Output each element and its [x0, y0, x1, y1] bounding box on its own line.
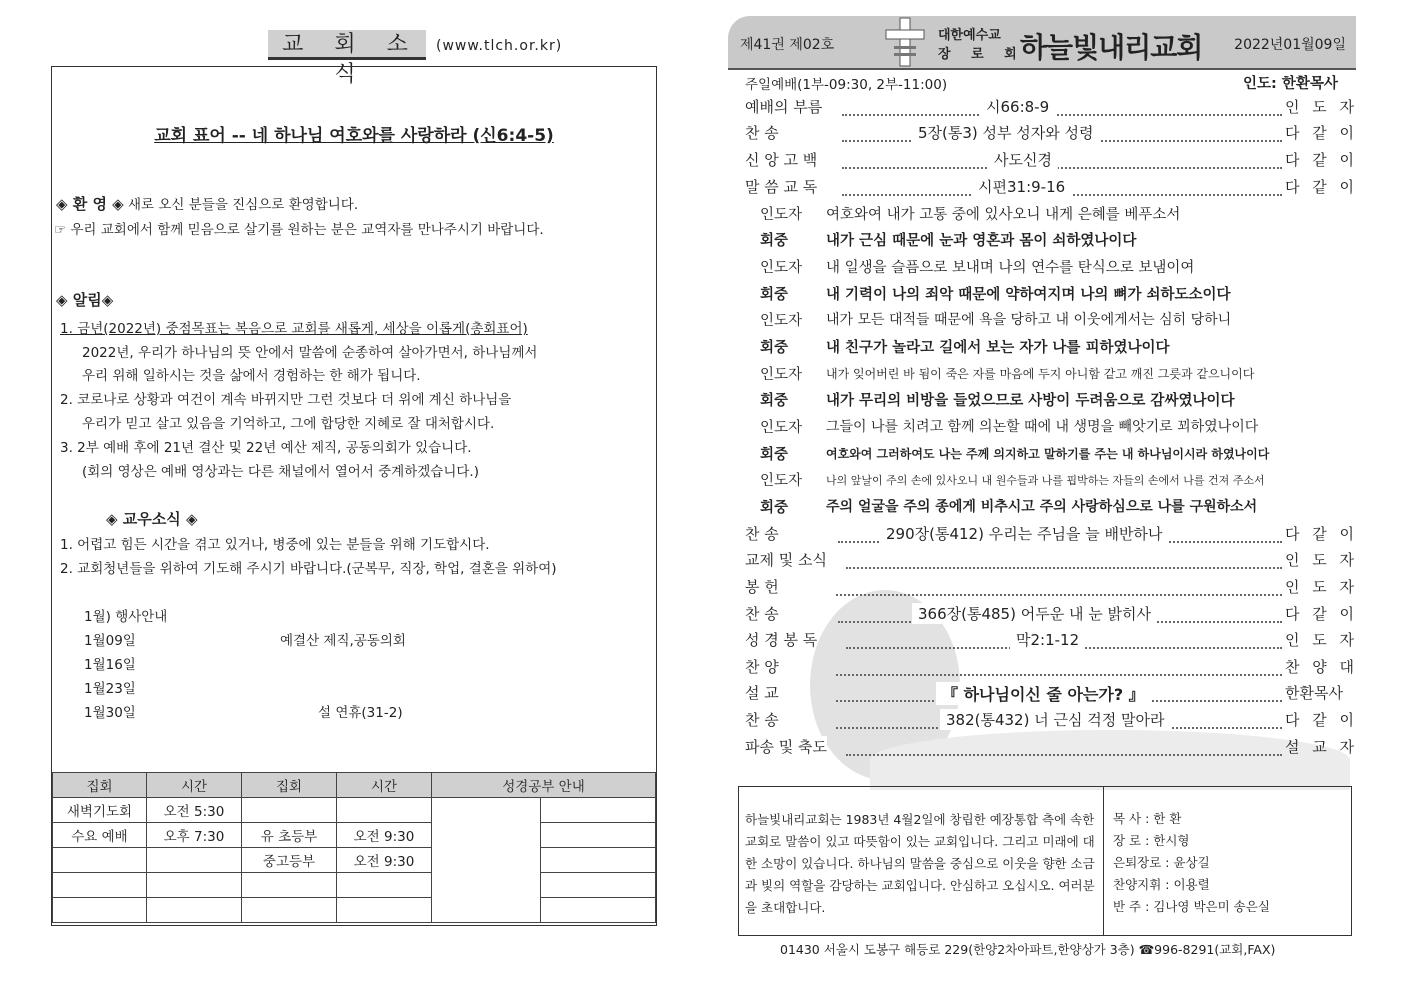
order-item-detail: 막2:1-12 — [1010, 629, 1085, 650]
sermon-title: 『 하나님이신 줄 아는가? 』 — [936, 682, 1151, 705]
order-item-role: 인 도 자 — [1285, 631, 1359, 649]
reading-speaker: 인도자 — [760, 313, 803, 329]
table-cell — [337, 873, 432, 898]
table-cell: 중고등부 — [242, 848, 337, 873]
staff-line: 찬양지휘 : 이용렬 — [1113, 877, 1210, 892]
table-header-row — [53, 773, 656, 798]
welcome-note: ☞ 우리 교회에서 함께 믿음으로 살기를 원하는 분은 교역자를 만나주시기 바랍니다. — [54, 222, 544, 238]
order-item-role: 다 같 이 — [1285, 178, 1359, 196]
notice-line: 우리가 믿고 살고 있음을 기억하고, 그에 합당한 지혜로 잘 대처합시다. — [82, 416, 495, 432]
reading-text: 여호와여 내가 고통 중에 있사오니 내게 은혜를 베푸소서 — [826, 207, 1181, 223]
left-title: 교 회 소 식 — [268, 30, 426, 60]
service-leader: 인도: 한환목사 — [1243, 76, 1338, 92]
table-cell — [541, 848, 656, 873]
reading-text: 여호와여 그러하여도 나는 주께 의지하고 말하기를 주는 내 하나님이시라 하였나이다 — [826, 447, 1270, 461]
reading-speaker: 인도자 — [760, 473, 803, 489]
order-item-role: 인 도 자 — [1285, 578, 1359, 596]
order-item-label: 찬 송 — [745, 124, 779, 142]
order-item-label: 신 앙 고 백 — [745, 151, 818, 169]
reading-text: 나의 앞날이 주의 손에 있사오니 내 원수들과 나를 핍박하는 자들의 손에서 나를 건져 주소서 — [826, 474, 1265, 487]
order-item-detail: 382(통432) 너 근심 걱정 말아라 — [940, 709, 1170, 730]
reading-speaker: 인도자 — [760, 367, 803, 383]
table-cell — [541, 798, 656, 823]
order-item-role: 인 도 자 — [1285, 551, 1359, 569]
table-cell: 오후 7:30 — [147, 823, 242, 848]
order-item-detail: 366장(통485) 어두운 내 눈 밝히사 — [912, 603, 1157, 624]
reading-speaker: 회중 — [760, 340, 789, 356]
reading-text: 내가 모든 대적들 때문에 욕을 당하고 내 이웃에게서는 심히 당하니 — [826, 312, 1232, 328]
denomination-line2: 장 로 회 — [938, 47, 1025, 62]
order-item-label: 파송 및 축도 — [745, 738, 827, 756]
church-intro: 하늘빛내리교회는 1983년 4월2일에 창립한 예장통합 측에 속한 교회로 말씀이 있고 따뜻함이 있는 교회입니다. 그리고 미래에 대한 소망이 있습니다. 하나님의 말씀을 중심으로 이웃을 향한 소금과 빛의 역할을 감당하는 교회입니다. 안심하고 오십시오. 여러분을 초대합니다. — [745, 812, 1095, 915]
reading-speaker: 인도자 — [760, 207, 803, 223]
reading-text: 내가 잊어버린 바 됨이 죽은 자를 마음에 두지 아니함 같고 깨진 그릇과 같으니이다 — [826, 367, 1255, 381]
table-cell — [337, 898, 432, 923]
staff-line: 장 로 : 한시형 — [1113, 833, 1190, 848]
table-cell: 수요 예배 — [53, 823, 147, 848]
col-header: 성경공부 안내 — [432, 773, 656, 798]
col-header: 집회 — [53, 773, 147, 798]
table-cell: 오전 9:30 — [337, 823, 432, 848]
address-footer: 01430 서울시 도봉구 해등로 229(한양2차아파트,한양상가 3층) ☎996-8291(교회,FAX) — [780, 942, 1276, 957]
order-item-label: 찬 송 — [745, 711, 779, 729]
table-row — [53, 898, 656, 923]
table-cell — [53, 873, 147, 898]
reading-text: 내 일생을 슬픔으로 보내며 나의 연수를 탄식으로 보냄이여 — [826, 260, 1195, 276]
divider — [1103, 787, 1104, 935]
order-item-detail: 5장(통3) 성부 성자와 성령 — [912, 122, 1100, 143]
church-name: 하늘빛내리교회 — [1020, 31, 1203, 64]
welcome-text: 새로 오신 분들을 진심으로 환영합니다. — [128, 197, 359, 213]
order-item-detail: 사도신경 — [988, 149, 1058, 170]
notice-line: 우리 위해 일하시는 것을 삶에서 경험하는 한 해가 됩니다. — [82, 368, 421, 384]
order-item-detail: 290장(통412) 우리는 주님을 늘 배반하나 — [880, 523, 1168, 544]
prayer-line: 2. 교회청년들을 위하여 기도해 주시기 바랍니다.(군복무, 직장, 학업, 결혼을 위하여) — [60, 561, 557, 577]
order-item-label: 성 경 봉 독 — [745, 631, 818, 649]
notice-line: 1. 금년(2022년) 중점목표는 복음으로 교회를 새롭게, 세상을 이롭게(총회표어) — [60, 321, 528, 337]
order-item-label: 찬 송 — [745, 605, 779, 623]
table-row — [53, 798, 656, 823]
table-row — [53, 873, 656, 898]
order-item-label: 예배의 부름 — [745, 98, 823, 116]
table-cell — [147, 848, 242, 873]
news-box — [51, 66, 657, 926]
table-row — [53, 848, 656, 873]
staff-line: 목 사 : 한 환 — [1113, 811, 1182, 826]
table-cell: 오전 9:30 — [337, 848, 432, 873]
event-date: 1월30일 — [84, 705, 136, 721]
reading-text: 내 기력이 나의 죄악 때문에 약하여지며 나의 뼈가 쇠하도소이다 — [826, 287, 1231, 303]
reading-speaker: 회중 — [760, 500, 789, 516]
reading-text: 내 친구가 놀라고 길에서 보는 자가 나를 피하였나이다 — [826, 340, 1170, 356]
reading-text: 내가 근심 때문에 눈과 영혼과 몸이 쇠하였나이다 — [826, 233, 1137, 249]
welcome-heading: ◈ 환 영 ◈ — [56, 195, 124, 213]
notices-heading: ◈ 알림◈ — [56, 291, 114, 309]
table-row — [53, 823, 656, 848]
order-item-role: 다 같 이 — [1285, 605, 1359, 623]
event-date: 1월23일 — [84, 681, 136, 697]
table-cell — [541, 823, 656, 848]
order-item-detail: 시편31:9-16 — [972, 176, 1071, 197]
order-item-role: 인 도 자 — [1285, 98, 1359, 116]
church-motto: 교회 표어 -- 네 하나님 여호와를 사랑하라 (신6:4-5) — [154, 126, 554, 146]
reading-text: 주의 얼굴을 주의 종에게 비추시고 주의 사랑하심으로 나를 구원하소서 — [826, 499, 1258, 515]
leader-dots — [846, 567, 1282, 569]
staff-line: 반 주 : 김나영 박은미 송은실 — [1113, 899, 1270, 914]
table-cell — [242, 873, 337, 898]
staff-line: 은퇴장로 : 윤상길 — [1113, 855, 1210, 870]
table-cell — [53, 898, 147, 923]
meeting-schedule-table — [52, 772, 656, 923]
table-cell — [147, 898, 242, 923]
order-item-role: 다 같 이 — [1285, 151, 1359, 169]
order-item-label: 교제 및 소식 — [745, 551, 827, 569]
bulletin-date: 2022년01월09일 — [1234, 37, 1346, 53]
leader-dots — [842, 114, 1282, 116]
website-url: (www.tlch.or.kr) — [436, 38, 563, 54]
table-cell — [53, 848, 147, 873]
event-date: 1월16일 — [84, 657, 136, 673]
col-header: 시간 — [147, 773, 242, 798]
reading-text: 내가 무리의 비방을 들었으므로 사방이 두려움으로 감싸였나이다 — [826, 393, 1235, 409]
event-date: 1월09일 — [84, 633, 136, 649]
church-info-box — [738, 786, 1352, 936]
order-item-label: 찬 송 — [745, 525, 779, 543]
order-item-role: 다 같 이 — [1285, 711, 1359, 729]
order-item-label: 말 씀 교 독 — [745, 178, 818, 196]
event-desc: 설 연휴(31-2) — [318, 705, 403, 721]
leader-dots — [846, 754, 1282, 756]
denomination-line1: 대한예수교 — [938, 28, 1001, 43]
service-time: 주일예배(1부-09:30, 2부-11:00) — [745, 77, 948, 93]
table-cell — [541, 898, 656, 923]
order-item-role: 설 교 자 — [1285, 738, 1359, 756]
order-item-label: 봉 헌 — [745, 578, 779, 596]
notice-line: 2. 코로나로 상황과 여건이 계속 바뀌지만 그런 것보다 더 위에 계신 하나님을 — [60, 392, 512, 408]
reading-speaker: 인도자 — [760, 420, 803, 436]
watermark-figures — [870, 730, 1350, 790]
reading-speaker: 회중 — [760, 287, 789, 303]
left-header — [268, 30, 568, 87]
welcome-line — [56, 193, 358, 214]
col-header: 집회 — [242, 773, 337, 798]
table-cell: 새벽기도회 — [53, 798, 147, 823]
table-cell — [242, 798, 337, 823]
order-item-detail: 시66:8-9 — [980, 96, 1055, 117]
order-item-role: 한환목사 — [1285, 684, 1343, 702]
table-cell — [337, 798, 432, 823]
prayer-line: 1. 어렵고 힘든 시간을 겪고 있거나, 병중에 있는 분들을 위해 기도합시다. — [60, 537, 490, 553]
bulletin-banner — [728, 16, 1356, 70]
reading-speaker: 회중 — [760, 447, 789, 463]
events-heading: 1월) 행사안내 — [84, 609, 168, 625]
order-item-role: 다 같 이 — [1285, 525, 1359, 543]
table-cell — [242, 898, 337, 923]
table-cell — [147, 873, 242, 898]
notice-line: 2022년, 우리가 하나님의 뜻 안에서 말씀에 순종하여 살아가면서, 하나님께서 — [82, 345, 538, 361]
cross-logo-icon — [880, 16, 930, 68]
table-cell: 오전 5:30 — [147, 798, 242, 823]
col-header: 시간 — [337, 773, 432, 798]
order-item-label: 찬 양 — [745, 658, 779, 676]
order-item-role: 다 같 이 — [1285, 124, 1359, 142]
leader-dots — [842, 167, 1282, 169]
order-item-role: 찬 양 대 — [1285, 658, 1359, 676]
table-cell — [541, 873, 656, 898]
leader-dots — [836, 674, 1282, 676]
reading-text: 그들이 나를 치려고 함께 의논할 때에 내 생명을 빼앗기로 꾀하였나이다 — [826, 419, 1259, 435]
volume-number: 제41권 제02호 — [740, 37, 835, 53]
table-cell: 유 초등부 — [242, 823, 337, 848]
event-desc: 예결산 제직,공동의회 — [280, 633, 406, 649]
order-item-label: 설 교 — [745, 684, 779, 702]
leader-dots — [836, 594, 1282, 596]
reading-speaker: 인도자 — [760, 260, 803, 276]
table-cell — [432, 798, 541, 923]
notice-line: (회의 영상은 예배 영상과는 다른 채널에서 열어서 중계하겠습니다.) — [82, 464, 479, 480]
prayer-heading: ◈ 교우소식 ◈ — [106, 510, 198, 528]
reading-speaker: 회중 — [760, 233, 789, 249]
notice-line: 3. 2부 예배 후에 21년 결산 및 22년 예산 제직, 공동의회가 있습니다. — [60, 440, 472, 456]
reading-speaker: 회중 — [760, 393, 789, 409]
